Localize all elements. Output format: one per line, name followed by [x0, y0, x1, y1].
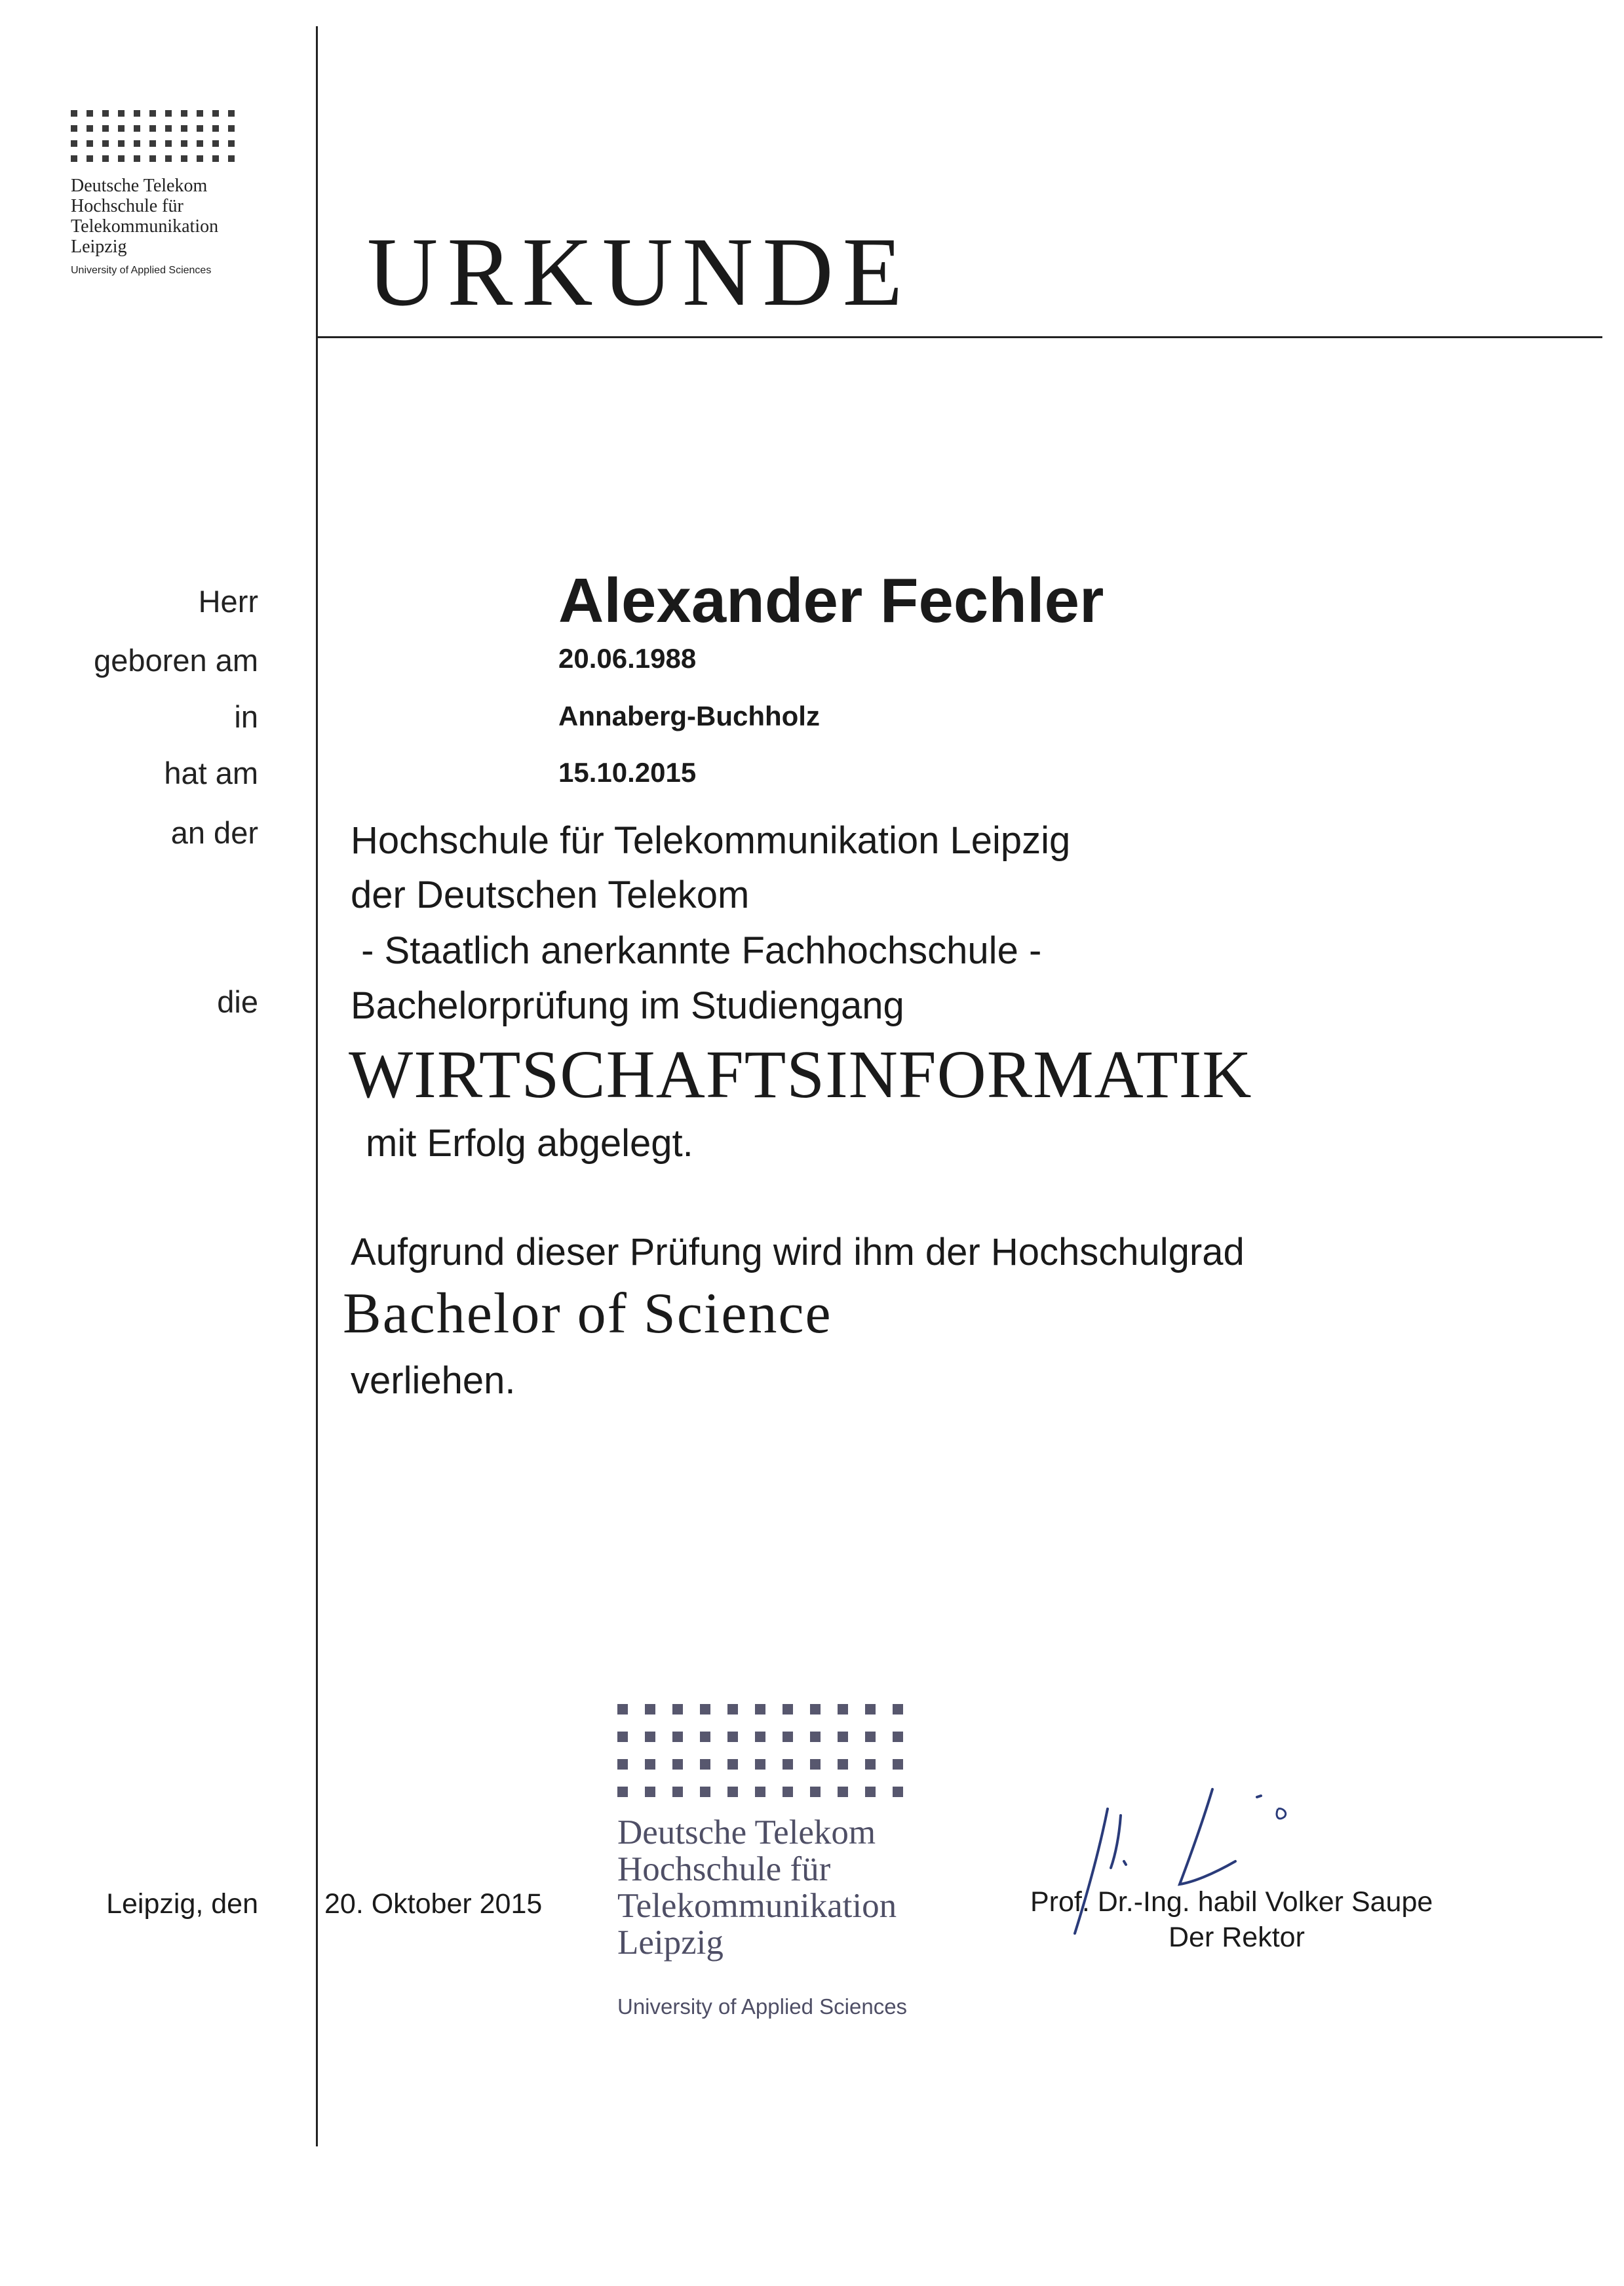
logo-line: Leipzig — [71, 237, 127, 257]
logo-dot — [617, 1759, 628, 1770]
recipient-name: Alexander Fechler — [558, 566, 1104, 636]
logo-line: Hochschule für — [71, 196, 184, 216]
logo-dot — [197, 140, 203, 147]
logo-dot — [783, 1732, 793, 1742]
place-label: Leipzig, den — [106, 1888, 258, 1920]
logo-dot — [645, 1732, 655, 1742]
rector-signature — [1062, 1770, 1311, 1947]
logo-dot — [181, 110, 187, 117]
logo-dot — [197, 155, 203, 162]
logo-dot — [71, 125, 77, 132]
logo-dot — [755, 1759, 765, 1770]
logo-dot — [149, 155, 156, 162]
logo-dot — [865, 1704, 876, 1714]
logo-dot — [783, 1759, 793, 1770]
logo-dot — [893, 1759, 903, 1770]
logo-dot — [197, 125, 203, 132]
logo-dot — [134, 140, 140, 147]
logo-dot — [700, 1787, 710, 1797]
logo-subline: University of Applied Sciences — [71, 265, 212, 276]
logo-dot — [165, 110, 172, 117]
logo-dot — [71, 155, 77, 162]
logo-dot — [102, 110, 109, 117]
logo-dot — [102, 155, 109, 162]
logo-text — [71, 176, 218, 257]
label-at: an der — [170, 815, 258, 850]
logo-dot — [149, 125, 156, 132]
logo-dot — [617, 1704, 628, 1714]
logo-dot — [783, 1704, 793, 1714]
logo-dot — [727, 1759, 738, 1770]
logo-dot — [134, 110, 140, 117]
logo-dot — [617, 1787, 628, 1797]
logo-dot — [87, 125, 93, 132]
logo-dot — [212, 140, 219, 147]
logo-dot — [197, 110, 203, 117]
vertical-rule — [316, 26, 318, 2146]
logo-dot — [645, 1704, 655, 1714]
logo-dot — [838, 1704, 848, 1714]
logo-dot — [672, 1787, 683, 1797]
logo-dot — [165, 140, 172, 147]
logo-dot — [181, 140, 187, 147]
exam-line: Bachelorprüfung im Studiengang — [351, 984, 904, 1027]
logo-dot — [228, 125, 235, 132]
logo-dot — [727, 1732, 738, 1742]
logo-dot — [893, 1704, 903, 1714]
logo-dot — [672, 1704, 683, 1714]
logo-dot — [228, 140, 235, 147]
logo-dot — [87, 140, 93, 147]
logo-dot — [672, 1732, 683, 1742]
logo-dot — [212, 110, 219, 117]
logo-dot — [755, 1704, 765, 1714]
logo-dot — [755, 1787, 765, 1797]
logo-dot — [810, 1759, 821, 1770]
logo-dot — [617, 1732, 628, 1742]
birth-place: Annaberg-Buchholz — [558, 701, 820, 731]
logo-dot — [893, 1787, 903, 1797]
logo-dot — [118, 110, 125, 117]
title-underline — [318, 336, 1602, 338]
label-the: die — [217, 984, 258, 1019]
issue-date: 20. Oktober 2015 — [324, 1888, 543, 1920]
stamp-line: Telekommunikation — [617, 1887, 897, 1925]
logo-dot — [212, 155, 219, 162]
logo-dot — [810, 1732, 821, 1742]
logo-dot — [645, 1787, 655, 1797]
stamp-line: Leipzig — [617, 1924, 724, 1962]
logo-dot — [149, 110, 156, 117]
institution-stamp — [617, 1704, 903, 1797]
logo-dot — [755, 1732, 765, 1742]
logo-dot — [71, 140, 77, 147]
logo-line: Deutsche Telekom — [71, 176, 208, 196]
degree-title: Bachelor of Science — [343, 1282, 832, 1346]
study-program: WIRTSCHAFTSINFORMATIK — [349, 1037, 1252, 1112]
logo-dot — [865, 1759, 876, 1770]
logo-dot — [838, 1732, 848, 1742]
logo-dot — [700, 1732, 710, 1742]
logo-dot — [783, 1787, 793, 1797]
logo-dot — [727, 1704, 738, 1714]
stamp-line: Hochschule für — [617, 1850, 831, 1888]
label-date: hat am — [164, 756, 258, 790]
logo-dot — [865, 1732, 876, 1742]
logo-dot — [865, 1787, 876, 1797]
logo-dot — [87, 155, 93, 162]
logo-dot — [134, 155, 140, 162]
birth-date: 20.06.1988 — [558, 643, 697, 674]
logo-dot — [727, 1787, 738, 1797]
exam-result: mit Erfolg abgelegt. — [366, 1122, 693, 1165]
logo-dot — [810, 1704, 821, 1714]
logo-dot — [672, 1759, 683, 1770]
logo-dot — [838, 1759, 848, 1770]
logo-dot-grid — [71, 110, 235, 162]
logo-dot — [134, 125, 140, 132]
logo-dot — [893, 1732, 903, 1742]
stamp-text — [617, 1814, 897, 1961]
logo-dot — [165, 155, 172, 162]
logo-dot — [102, 140, 109, 147]
logo-dot — [118, 140, 125, 147]
logo-dot — [118, 155, 125, 162]
document-title: URKUNDE — [367, 218, 912, 326]
logo-dot — [149, 140, 156, 147]
logo-dot — [228, 155, 235, 162]
logo-dot — [71, 110, 77, 117]
logo-dot — [645, 1759, 655, 1770]
label-born: geboren am — [94, 643, 258, 678]
logo-dot — [700, 1704, 710, 1714]
stamp-subline: University of Applied Sciences — [617, 1994, 908, 2019]
institution-line-3: - Staatlich anerkannte Fachhochschule - — [351, 929, 1042, 972]
logo-dot — [212, 125, 219, 132]
logo-dot — [228, 110, 235, 117]
logo-dot — [181, 125, 187, 132]
label-title: Herr — [198, 584, 258, 619]
logo-dot — [810, 1787, 821, 1797]
degree-intro: Aufgrund dieser Prüfung wird ihm der Hochschulgrad — [351, 1231, 1245, 1273]
logo-dot — [838, 1787, 848, 1797]
institution-line-2: der Deutschen Telekom — [351, 874, 750, 916]
logo-line: Telekommunikation — [71, 216, 219, 237]
logo-dot — [102, 125, 109, 132]
logo-dot — [700, 1759, 710, 1770]
logo-dot — [118, 125, 125, 132]
label-in: in — [234, 699, 258, 734]
exam-date: 15.10.2015 — [558, 757, 697, 788]
signatory-name: Prof. Dr.-Ing. habil Volker Saupe — [1030, 1886, 1433, 1918]
logo-dot — [87, 110, 93, 117]
stamp-line: Deutsche Telekom — [617, 1813, 876, 1851]
logo-dot — [165, 125, 172, 132]
signatory-role: Der Rektor — [1169, 1922, 1305, 1953]
institution-line-1: Hochschule für Telekommunikation Leipzig — [351, 819, 1071, 862]
degree-outro: verliehen. — [351, 1359, 516, 1402]
logo-dot — [181, 155, 187, 162]
